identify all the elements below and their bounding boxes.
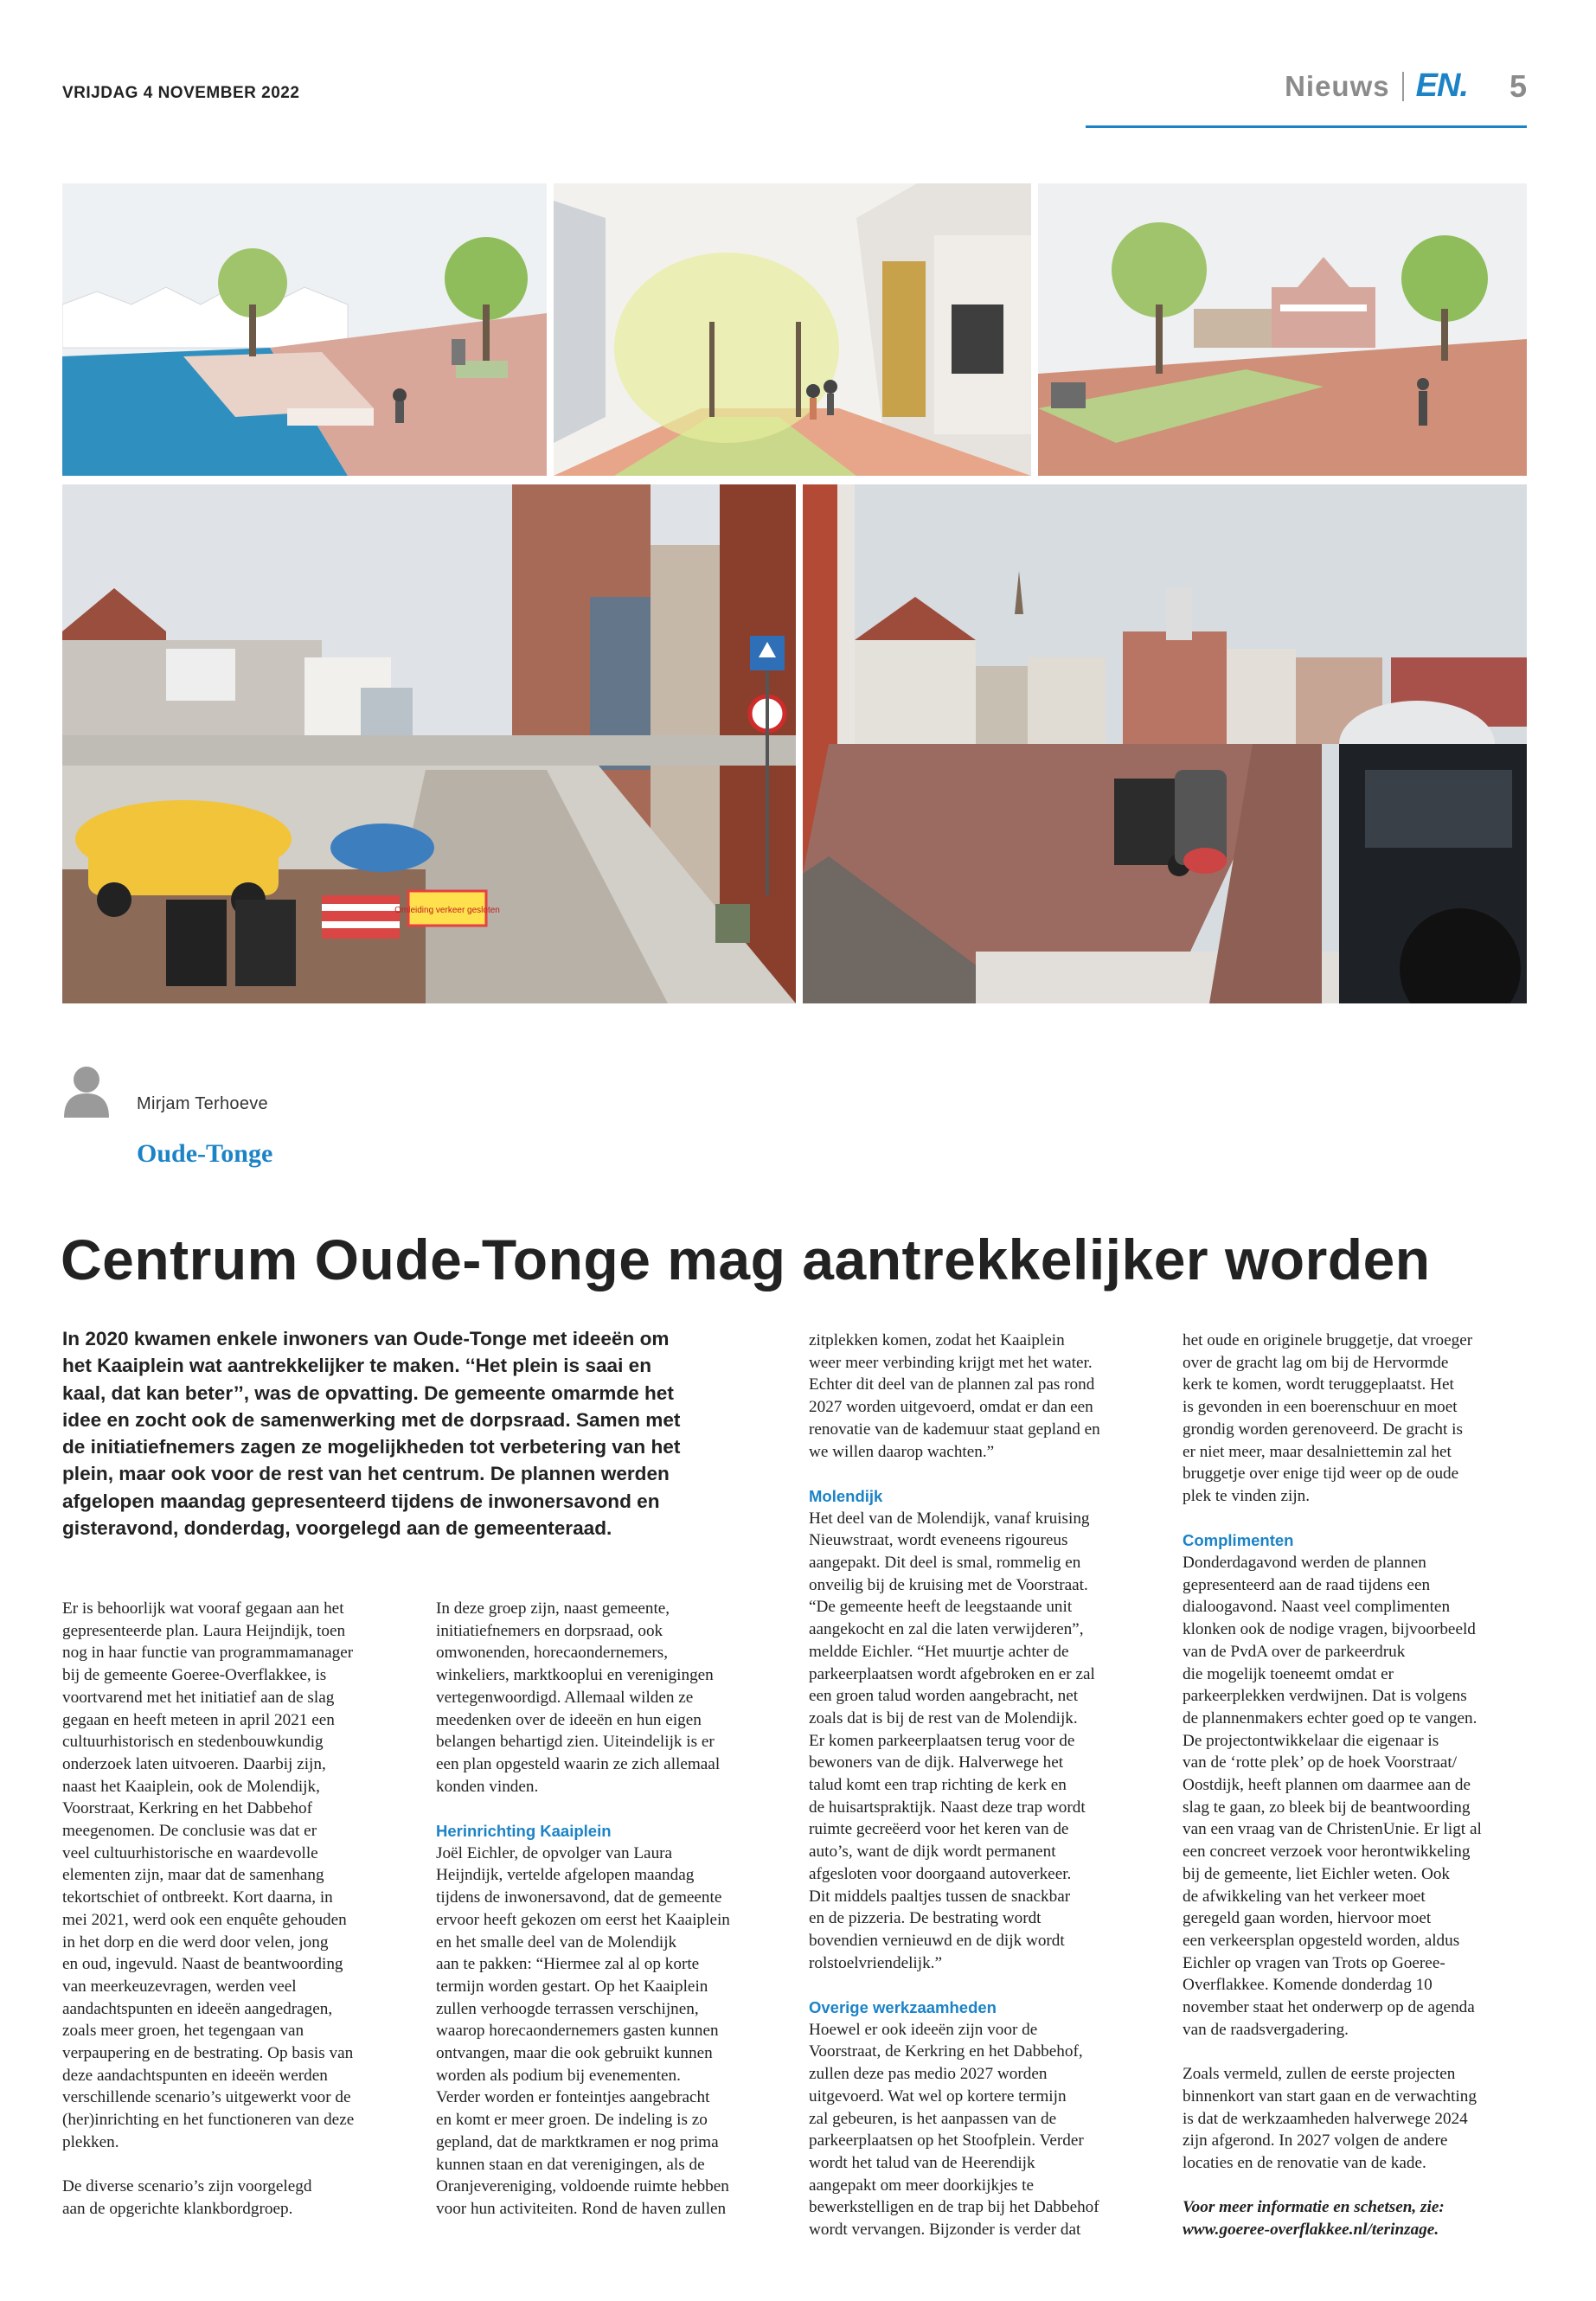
body-line: we willen daarop wachten.”: [809, 1442, 995, 1461]
body-line: termijn worden gestart. Op het Kaaiplein: [436, 1977, 708, 1996]
body-line: Voorstraat, de Kerkring en het Dabbehof,: [809, 2042, 1083, 2061]
body-line: kunnen staan en dat verenigingen, als de: [436, 2155, 705, 2174]
body-line: en de pizzeria. De bestrating wordt: [809, 1909, 1042, 1928]
body-line: dialoogavond. Naast veel complimenten: [1183, 1598, 1451, 1617]
body-line: cultuurhistorisch en stedenbouwkundig: [62, 1733, 324, 1752]
intro-line: afgelopen maandag gepresenteerd tijdens de inwonersavond en: [62, 1490, 660, 1512]
body-line: renovatie van de kademuur staat gepland en: [809, 1420, 1100, 1439]
body-line: is gevonden in een boerenschuur en moet: [1183, 1398, 1458, 1417]
photo-street-impression: [554, 183, 1031, 476]
subheading-overige: Overige werkzaamheden: [809, 1998, 997, 2017]
body-line: (her)inrichting en het functioneren van deze: [62, 2111, 355, 2130]
body-line: en het smalle deel van de Molendijk: [436, 1932, 677, 1952]
body-line: Eichler op vragen van Trots op Goeree-: [1183, 1953, 1445, 1972]
body-line: naast het Kaaiplein, ook de Molendijk,: [62, 1777, 320, 1796]
body-line: onderzoek laten uitvoeren. Daarbij zijn,: [62, 1754, 326, 1773]
body-line: over de gracht lag om bij de Hervormde: [1183, 1353, 1449, 1372]
body-line: aan te pakken: “Hiermee zal al op korte: [436, 1955, 700, 1974]
body-line: en oud, ingevuld. Naast de beantwoording: [62, 1955, 343, 1974]
header-rule: [1086, 125, 1527, 128]
article-intro: [62, 1325, 746, 1541]
body-line: auto’s, want de dijk wordt permanent: [809, 1843, 1056, 1862]
body-line: zoals dat is bij de rest van de Molendijk.: [809, 1708, 1078, 1727]
body-line: parkeerplekken verdwijnen. Dat is volgens: [1183, 1687, 1467, 1706]
body-line: klonken ook de nodige vragen, bijvoorbeeld: [1183, 1620, 1476, 1639]
body-line: er niet meer, maar desalniettemin zal het: [1183, 1442, 1452, 1461]
paragraph-gap: [1183, 1508, 1537, 1530]
body-line: die mogelijk toeneemt omdat er: [1183, 1664, 1394, 1683]
body-line: een verkeersplan opgesteld worden, aldus: [1183, 1931, 1460, 1950]
paragraph-gap: [436, 1798, 791, 1820]
body-line: De diverse scenario’s zijn voorgelegd: [62, 2177, 312, 2196]
body-line: Heijndijk, vertelde afgelopen maandag: [436, 1866, 695, 1885]
body-line: zullen deze pas medio 2027 worden: [809, 2065, 1048, 2084]
body-line: zullen verhoogde terrassen verschijnen,: [436, 1999, 699, 2018]
body-line: bewerkstelligen en de trap bij het Dabbehof: [809, 2198, 1099, 2217]
intro-line: kaal, dat kan beter’’, was de opvatting. De gemeente omarmde het: [62, 1381, 674, 1404]
body-line: van een vraag van de ChristenUnie. Er ligt al: [1183, 1820, 1482, 1839]
body-line: onveilig bij de kruising met de Voorstraat.: [809, 1575, 1088, 1594]
body-line: binnenkort van start gaan en de verwachting: [1183, 2086, 1477, 2106]
intro-line: gisteravond, donderdag, voorgelegd aan de gemeenteraad.: [62, 1517, 612, 1540]
page-header-right: [1285, 67, 1527, 105]
body-line: wordt het talud van de Heerendijk: [809, 2153, 1035, 2172]
info-note-line: Voor meer informatie en schetsen, zie:: [1183, 2198, 1445, 2217]
body-line: in het dorp en die werd door velen, jong: [62, 1932, 329, 1952]
body-column-1: [62, 1598, 408, 2221]
body-column-2: [436, 1598, 791, 2221]
body-line: uitgevoerd. Wat wel op kortere termijn: [809, 2086, 1067, 2106]
body-line: aangekocht en zal die laten verwijderen”,: [809, 1620, 1084, 1639]
body-line: voortvarend met het initiatief aan de slag: [62, 1688, 335, 1707]
body-line: rolstoelvriendelijk.”: [809, 1953, 942, 1972]
subheading-complimenten: Complimenten: [1183, 1531, 1294, 1550]
body-line: aangepakt. Dit deel is smal, rommelig en: [809, 1554, 1081, 1573]
body-line: een concreet verzoek voor herontwikkeling: [1183, 1843, 1471, 1862]
body-line: is dat de werkzaamheden halverwege 2024: [1183, 2109, 1468, 2128]
body-column-4: [1183, 1330, 1537, 2241]
paragraph-gap: [1183, 2041, 1537, 2063]
body-line: belangen behartigd zien. Uiteindelijk is er: [436, 1733, 715, 1752]
body-line: november staat het onderwerp op de agenda: [1183, 1998, 1475, 2017]
body-line: Oostdijk, heeft plannen om daarmee aan de: [1183, 1776, 1471, 1795]
body-line: vertegenwoordigd. Allemaal wilden ze: [436, 1688, 694, 1707]
body-line: Er is behoorlijk wat vooraf gegaan aan het: [62, 1599, 344, 1618]
photo-square-impression: [1038, 183, 1527, 476]
body-line: Het deel van de Molendijk, vanaf kruising: [809, 1509, 1090, 1528]
body-line: nog in haar functie van programmamanager: [62, 1644, 354, 1663]
intro-line: plein, maar ook voor de rest van het centrum. De plannen werden: [62, 1463, 670, 1485]
body-line: “De gemeente heeft de leegstaande unit: [809, 1598, 1073, 1617]
body-line: van meerkeuzevragen, werden veel: [62, 1977, 297, 1996]
body-line: de afwikkeling van het verkeer moet: [1183, 1887, 1426, 1906]
intro-line: de initiatiefnemers zagen ze mogelijkheden tot verbetering van het: [62, 1436, 681, 1458]
intro-line: het Kaaiplein wat aantrekkelijker te maken. ‘‘Het plein is saai en: [62, 1355, 652, 1377]
body-line: gepland, dat de marktkramen er nog prima: [436, 2132, 719, 2151]
body-line: 2027 worden uitgevoerd, omdat er dan een: [809, 1398, 1093, 1417]
body-line: Hoewel er ook ideeën zijn voor de: [809, 2020, 1038, 2039]
body-line: omwonenden, horecaondernemers,: [436, 1644, 668, 1663]
body-line: Oranjevereniging, voldoende ruimte hebben: [436, 2177, 729, 2196]
body-line: meldde Eichler. “Het muurtje achter de: [809, 1642, 1069, 1661]
body-line: Verder worden er fonteintjes aangebracht: [436, 2088, 710, 2107]
body-line: voor hun activiteiten. Rond de haven zullen: [436, 2199, 727, 2218]
body-line: grondig worden gerenoveerd. De gracht is: [1183, 1420, 1463, 1439]
body-line: weer meer verbinding krijgt met het water.: [809, 1353, 1093, 1372]
author-avatar-icon: [62, 1062, 111, 1118]
body-line: Zoals vermeld, zullen de eerste projecten: [1183, 2065, 1456, 2084]
body-line: Dit middels paaltjes tussen de snackbar: [809, 1887, 1071, 1906]
page-number: 5: [1509, 67, 1527, 104]
intro-line: idee en zocht ook de samenwerking met de dorpsraad. Samen met: [62, 1408, 681, 1431]
body-line: parkeerplaatsen op het Stoofplein. Verder: [809, 2131, 1084, 2150]
issue-date: VRIJDAG 4 NOVEMBER 2022: [62, 84, 300, 102]
body-line: bovendien vernieuwd en de dijk wordt: [809, 1931, 1065, 1950]
body-line: Donderdagavond werden de plannen: [1183, 1554, 1426, 1573]
body-line: Joël Eichler, de opvolger van Laura: [436, 1843, 673, 1862]
body-line: bij de gemeente Goeree-Overflakkee, is: [62, 1666, 327, 1685]
subheading-molendijk: Molendijk: [809, 1486, 883, 1505]
intro-line: In 2020 kwamen enkele inwoners van Oude-Tonge met ideeën om: [62, 1328, 670, 1349]
section-name: Nieuws: [1285, 69, 1390, 102]
body-line: Er komen parkeerplaatsen terug voor de: [809, 1731, 1075, 1750]
body-line: van de PvdA over de parkeerdruk: [1183, 1642, 1406, 1661]
body-line: bruggetje over enige tijd weer op de oude: [1183, 1465, 1459, 1484]
photo-molendijk-street: [62, 484, 796, 1003]
body-line: een plan opgesteld waarin ze zich allemaal: [436, 1754, 721, 1773]
barrier-sign-text: Omleiding verkeer gesloten: [394, 906, 500, 915]
body-line: een groen talud worden aangebracht, net: [809, 1687, 1079, 1706]
body-line: aangepakt om meer doorkijkjes te: [809, 2176, 1035, 2195]
body-line: parkeerplaatsen wordt afgebroken en er zal: [809, 1664, 1095, 1683]
body-line: verschillende scenario’s uitgewerkt voor de: [62, 2088, 351, 2107]
body-line: Nieuwstraat, wordt eveneens rigoureus: [809, 1531, 1068, 1550]
newspaper-logo: EN.: [1415, 67, 1468, 104]
body-line: zijn afgerond. In 2027 volgen de andere: [1183, 2131, 1448, 2150]
body-line: Overflakkee. Komende donderdag 10: [1183, 1976, 1433, 1995]
body-line: de plannenmakers echter goed op te vangen.: [1183, 1708, 1477, 1727]
body-line: ervoor heeft gekozen om eerst het Kaaiplein: [436, 1910, 730, 1929]
body-line: ontvangen, maar die ook gebruikt kunnen: [436, 2044, 713, 2063]
body-line: mei 2021, werd ook een enquête gehouden: [62, 1910, 347, 1929]
body-line: kerk te komen, wordt teruggeplaatst. Het: [1183, 1375, 1454, 1394]
body-line: locaties en de renovatie van de kade.: [1183, 2153, 1426, 2172]
body-line: Echter dit deel van de plannen zal pas rond: [809, 1375, 1095, 1394]
body-column-3: [809, 1330, 1163, 2241]
body-line: zal gebeuren, is het aanpassen van de: [809, 2109, 1057, 2128]
body-line: van de raadsvergadering.: [1183, 2020, 1349, 2039]
body-line: waarop horecaondernemers gasten kunnen: [436, 2022, 719, 2041]
subheading-kaaiplein: Herinrichting Kaaiplein: [436, 1822, 612, 1841]
body-line: plekken.: [62, 2132, 119, 2151]
paragraph-gap: [1183, 2175, 1537, 2197]
author-name: Mirjam Terhoeve: [137, 1094, 268, 1113]
body-line: elementen zijn, maar dat de samenhang: [62, 1866, 324, 1885]
article-headline: Centrum Oude-Tonge mag aantrekkelijker worden: [61, 1227, 1431, 1292]
body-line: gegaan en heeft meteen in april 2021 een: [62, 1710, 335, 1729]
body-line: het oude en originele bruggetje, dat vroeger: [1183, 1331, 1473, 1349]
body-line: plek te vinden zijn.: [1183, 1486, 1311, 1505]
body-line: deze aandachtspunten en ideeën werden: [62, 2066, 328, 2085]
paragraph-gap: [809, 1463, 1163, 1485]
body-line: afgesloten voor doorgaand autoverkeer.: [809, 1864, 1072, 1883]
paragraph-gap: [62, 2154, 408, 2176]
body-line: gepresenteerd aan de raad tijdens een: [1183, 1575, 1431, 1594]
body-line: worden als podium bij evenementen.: [436, 2066, 681, 2085]
body-line: zitplekken komen, zodat het Kaaiplein: [809, 1331, 1065, 1349]
header-separator: [1402, 72, 1404, 101]
body-line: talud komt een trap richting de kerk en: [809, 1776, 1067, 1795]
body-line: initiatiefnemers en dorpsraad, ook: [436, 1621, 663, 1640]
body-line: de huisartspraktijk. Naast deze trap wordt: [809, 1798, 1086, 1817]
body-line: In deze groep zijn, naast gemeente,: [436, 1599, 670, 1618]
body-line: en komt er meer groen. De indeling is zo: [436, 2111, 708, 2130]
body-line: De projectontwikkelaar die eigenaar is: [1183, 1731, 1439, 1750]
body-line: geregeld gaan worden, hiervoor moet: [1183, 1909, 1432, 1928]
body-line: gepresenteerde plan. Laura Heijndijk, toen: [62, 1621, 346, 1640]
body-line: veel cultuurhistorische en waardevolle: [62, 1843, 318, 1862]
body-line: ruimte gecreëerd voor het keren van de: [809, 1820, 1069, 1839]
body-line: meedenken over de ideeën en hun eigen: [436, 1710, 702, 1729]
body-line: wordt vervangen. Bijzonder is verder dat: [809, 2221, 1081, 2240]
body-line: Voorstraat, Kerkring en het Dabbehof: [62, 1799, 312, 1818]
body-line: aandachtspunten en ideeën aangedragen,: [62, 1999, 333, 2018]
body-line: bewoners van de dijk. Halverwege het: [809, 1753, 1064, 1772]
article-location: Oude-Tonge: [137, 1139, 273, 1168]
body-line: winkeliers, marktkooplui en verenigingen: [436, 1666, 714, 1685]
photo-quay-impression: [62, 183, 547, 476]
body-line: zoals meer groen, het tegengaan van: [62, 2022, 304, 2041]
body-line: tekortschiet of ontbreekt. Kort daarna, in: [62, 1888, 333, 1907]
body-line: aan de opgerichte klankbordgroep.: [62, 2199, 293, 2218]
body-line: bij de gemeente, liet Eichler weten. Ook: [1183, 1864, 1451, 1883]
body-line: van de ‘rotte plek’ op de hoek Voorstraat/: [1183, 1753, 1458, 1772]
paragraph-gap: [809, 1974, 1163, 1997]
photo-kaaiplein-square: [803, 484, 1527, 1003]
body-line: slag te gaan, zo bleek bij de beantwoording: [1183, 1798, 1471, 1817]
body-line: verpaupering en de bestrating. Op basis van: [62, 2044, 354, 2063]
body-line: meegenomen. De conclusie was dat er: [62, 1822, 317, 1841]
body-line: tijdens de inwonersavond, dat de gemeente: [436, 1888, 722, 1907]
body-line: konden vinden.: [436, 1777, 539, 1796]
info-note-link[interactable]: www.goeree-overflakkee.nl/terinzage.: [1183, 2221, 1439, 2240]
